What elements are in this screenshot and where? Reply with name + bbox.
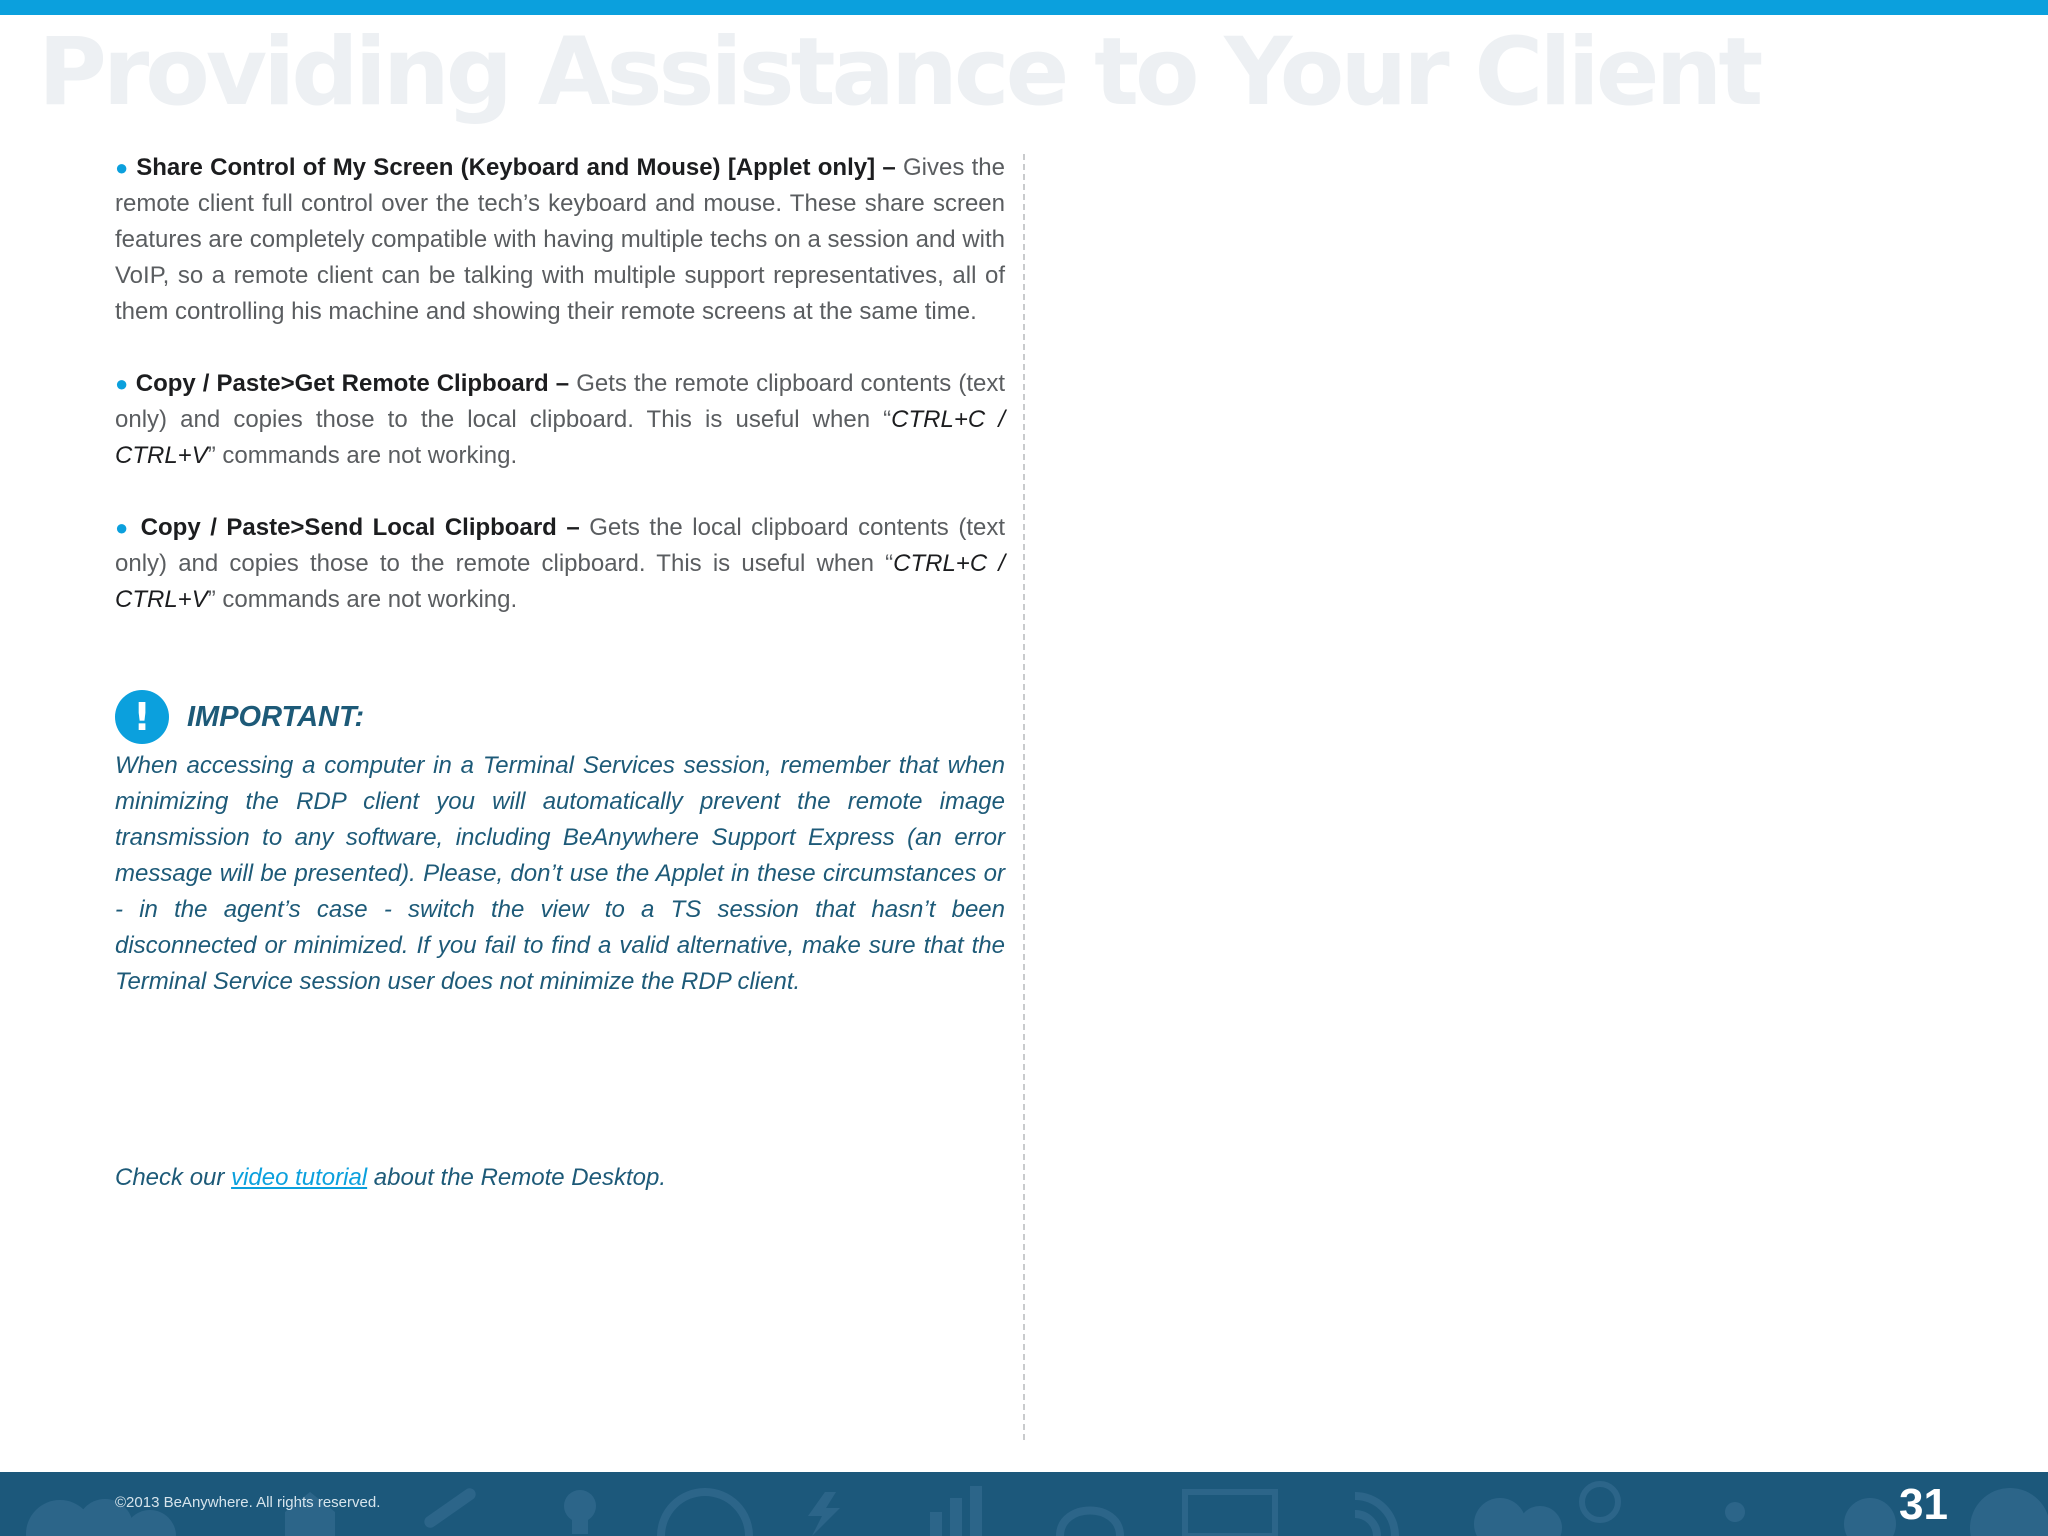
feature-description: Gives the remote client full control over the tech’s keyboard and mouse. These share screen features are completely compatible with having multiple techs on a session and with VoIP, so a remote client can be talking with multiple support representatives, all of them controlling his machine and showing their remote screens at the same time. [115, 154, 1005, 325]
bolt-icon [808, 1492, 840, 1536]
tutorial-line [115, 1160, 666, 1196]
feature-description-text: ” commands are not working. [207, 586, 518, 613]
pin-icon [1725, 1502, 1745, 1522]
tutorial-text-after: about the Remote Desktop. [367, 1164, 666, 1191]
shortcut-text: CTRL+C / CTRL+V [115, 406, 1005, 469]
video-tutorial-link[interactable]: video tutorial [231, 1164, 368, 1191]
feature-name: Copy / Paste>Send Local Clipboard – [140, 514, 580, 541]
bullet-icon: ● [115, 155, 129, 180]
rss-icon [1355, 1496, 1395, 1536]
bullet-icon: ● [115, 515, 132, 540]
copyright-text: ©2013 BeAnywhere. All rights reserved. [115, 1494, 381, 1511]
tutorial-text-before: Check our [115, 1164, 232, 1191]
bar-chart-icon [930, 1486, 982, 1536]
feature-description-text: Gets the remote clipboard contents (text only) and copies those to the local clipboard. This is useful when “ [115, 370, 1006, 433]
chat-icon [1474, 1498, 1562, 1536]
feature-get-remote-clipboard [115, 366, 1005, 474]
feature-share-control [115, 150, 1005, 330]
lightbulb-icon [564, 1490, 596, 1534]
shortcut-text: CTRL+C / CTRL+V [115, 550, 1005, 613]
feature-description-text: ” commands are not working. [207, 442, 518, 469]
person-icon [1970, 1488, 2048, 1536]
column-divider [1023, 154, 1025, 1440]
gear-icon [1844, 1498, 1896, 1536]
important-text: When accessing a computer in a Terminal Services session, remember that when minimizing the RDP client you will automatically prevent the remote image transmission to any software, including BeAnywhere Support Express (an error message will be presented). Please, don’t use the Applet in these circumstances or - in the agent’s case - switch the view to a TS session that hasn’t been disconnected or minimized. If you fail to find a valid alternative, make sure that the Terminal Service session user does not minimize the RDP client. [115, 752, 1005, 995]
footer [0, 1472, 2048, 1536]
page-title: Providing Assistance to Your Client [38, 18, 1760, 127]
feature-send-local-clipboard [115, 510, 1005, 618]
globe-icon [661, 1492, 749, 1536]
headset-icon [1060, 1511, 1120, 1536]
important-title: IMPORTANT: [187, 700, 365, 733]
bullet-icon: ● [115, 371, 129, 396]
exclamation-icon: ! [115, 690, 169, 744]
clock-icon [1582, 1484, 1618, 1520]
page-number: 31 [1899, 1480, 1948, 1529]
monitor-icon [1185, 1492, 1275, 1536]
wrench-icon [422, 1486, 478, 1530]
feature-name: Copy / Paste>Get Remote Clipboard – [135, 370, 570, 397]
feature-name: Share Control of My Screen (Keyboard and Mouse) [Applet only] – [136, 154, 896, 181]
main-column [115, 150, 1005, 1000]
feature-description-text: Gets the local clipboard contents (text only) and copies those to the remote clipboard. This is useful when “ [115, 514, 1006, 577]
important-header [115, 690, 1005, 744]
top-accent-bar [0, 0, 2048, 15]
